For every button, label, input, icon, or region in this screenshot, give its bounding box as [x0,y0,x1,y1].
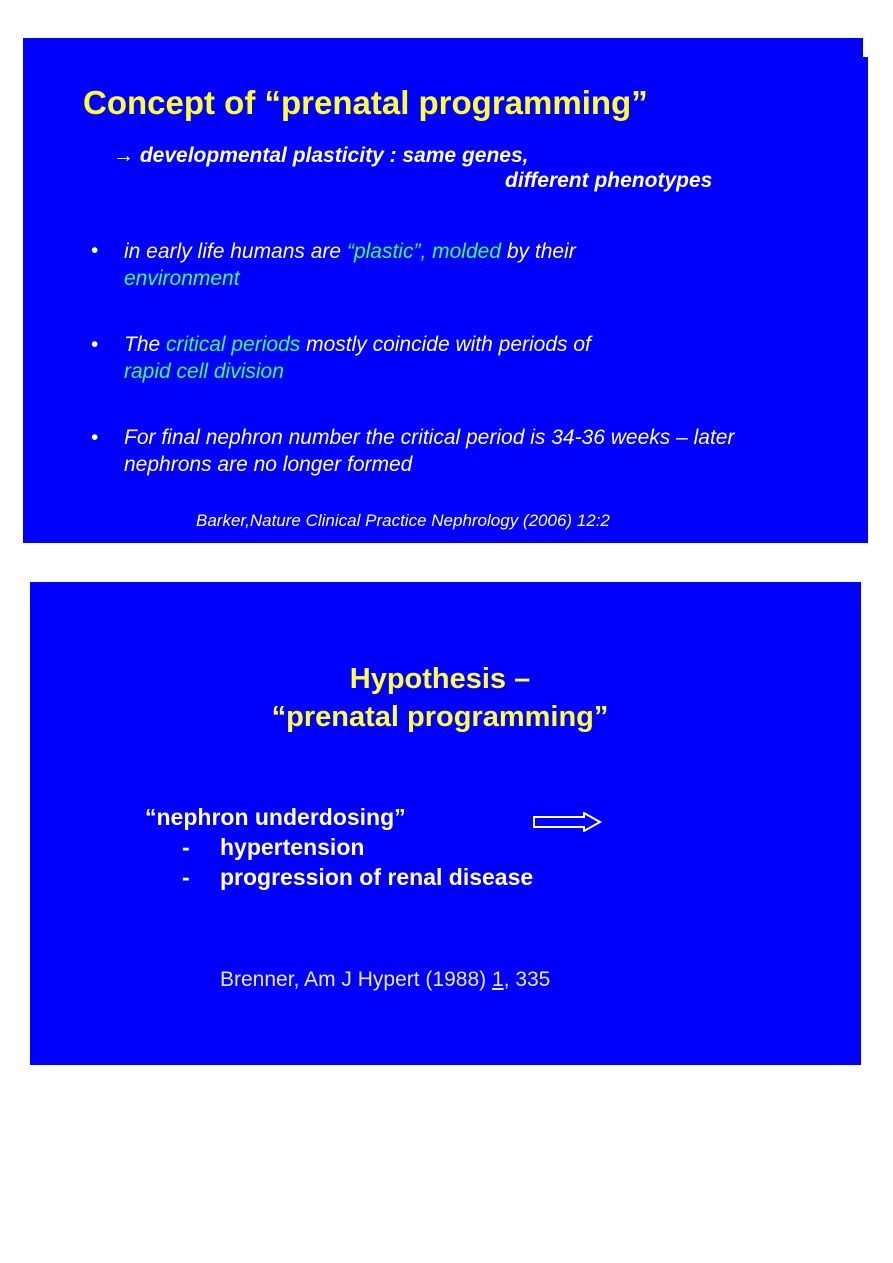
slide1-corner-notch [863,38,868,57]
bullet-1-highlight1: “plastic”, molded [346,240,502,263]
bullet-dot-1: • [91,239,99,262]
bullet-dot-2: • [91,333,99,356]
slide2-item-hypertension: hypertension [220,834,365,860]
bullet-text-3: For final nephron number the critical period is 34-36 weeks – later nephrons are no longer formed [124,426,735,476]
bullet-dot-3: • [91,426,99,449]
bullet-2-highlight2: rapid cell division [124,360,284,383]
bullet-1-part3: by their [501,240,576,263]
bullet-text-1 [124,238,824,292]
slide2-item-renal-disease: progression of renal disease [220,864,534,890]
bullet-1-highlight2: environment [124,267,240,290]
slide1-subtitle-line2: different phenotypes [505,169,713,192]
slide2-citation-prefix: Brenner, Am J Hypert (1988) [220,968,492,991]
slide2-citation-suffix: , 335 [503,968,551,991]
slide2-title-line2: “prenatal programming” [271,701,609,733]
slide-concept-prenatal-programming [23,38,868,543]
slide2-dash-1: - [182,834,190,860]
bullet-2-part3: mostly coincide with periods of [300,333,591,356]
bullet-2-part1: The [124,333,167,356]
bullet-text-2 [124,331,824,385]
slide2-citation [220,968,550,992]
slide1-title: Concept of “prenatal programming” [83,84,648,121]
slide2-dash-2: - [182,864,190,890]
bullet-1-part1: in early life humans are [124,240,347,263]
slide2-citation-volume: 1 [491,968,504,991]
slide2-title-line1: Hypothesis – [349,663,531,695]
right-arrow-icon [532,812,602,832]
bullet-2-highlight1: critical periods [166,333,301,356]
slide2-lead-text: “nephron underdosing” [145,804,406,830]
slide1-citation: Barker,Nature Clinical Practice Nephrology (2006) 12:2 [196,511,610,530]
slide1-subtitle-line1: → developmental plasticity : same genes, [113,144,529,167]
slide-hypothesis [30,582,861,1065]
